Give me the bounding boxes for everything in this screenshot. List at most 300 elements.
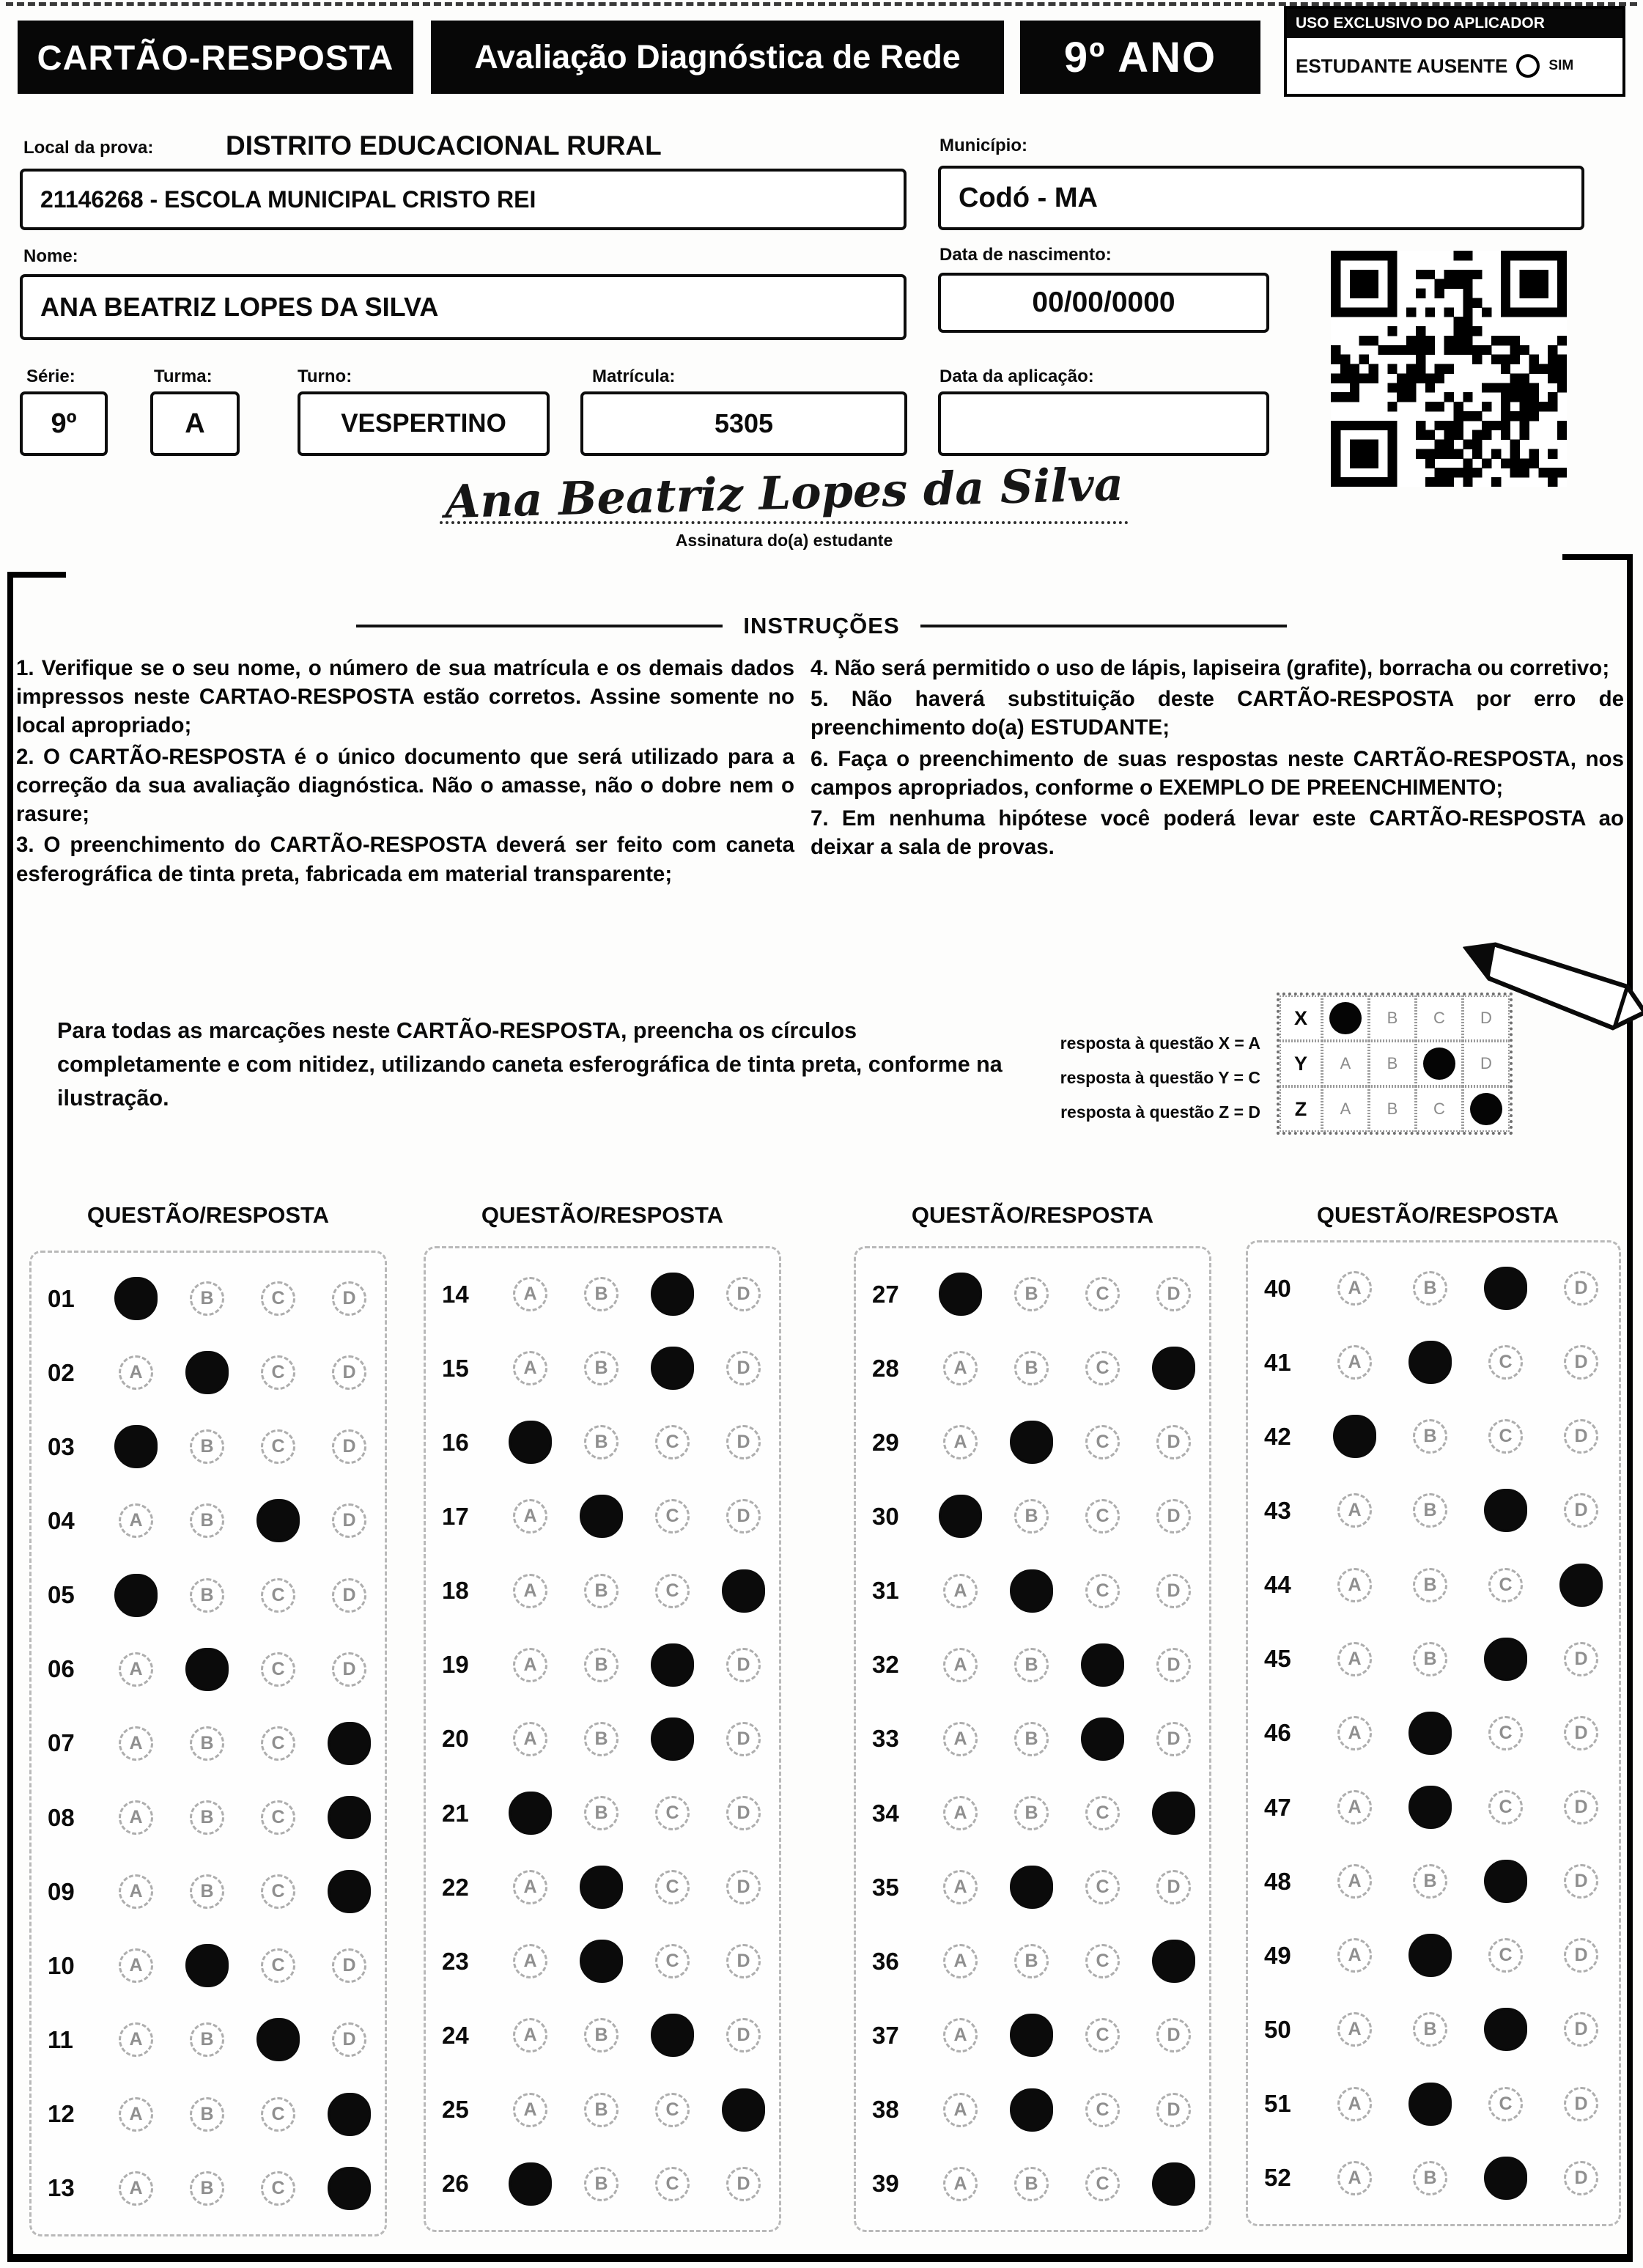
bubble-cell [637,2014,708,2057]
bubble-cell [996,1722,1067,1756]
bubble-q30-B: B [1014,1499,1049,1534]
bubble-q29-D: D [1156,1425,1191,1459]
bubble-q33-C-marked [1081,1717,1124,1761]
bubble-cell [637,1944,708,1978]
bubble-q47-D: D [1564,1790,1598,1825]
bubble-cell [495,1944,566,1978]
bubble-q41-A: A [1337,1345,1372,1380]
bubble-q39-C: C [1085,2167,1120,2201]
qr-code [1331,251,1567,487]
bubble-cell [100,1355,171,1390]
bubble-cell [996,1648,1067,1682]
bubble-q24-C-marked [651,2014,694,2057]
question-row-10 [32,1931,385,2001]
school-field [20,169,907,230]
bubble-cell [637,1425,708,1459]
bubble-cell [1317,1493,1392,1528]
data-nascimento-label: Data de nascimento: [939,245,1112,265]
bubble-q32-C-marked [1081,1643,1124,1687]
example-bubble-D: D [1463,995,1510,1041]
bubble-cell [171,2097,243,2132]
question-number: 18 [442,1577,469,1605]
bubble-cell [1138,2162,1209,2206]
bubble-cell [1468,2008,1543,2051]
bubble-cell [1138,2093,1209,2127]
frame-border-right [1627,554,1633,2258]
bubble-q09-B: B [190,1874,224,1909]
bubble-q16-C: C [655,1425,690,1459]
example-question-id: Y [1280,1041,1322,1086]
bubble-q15-A: A [513,1351,547,1385]
bubble-cell [243,1726,314,1761]
crop-mark-right [1562,554,1633,560]
question-number: 32 [872,1651,899,1679]
bubble-cell [1317,2161,1392,2195]
bubble-cell [1067,1796,1138,1830]
bubble-cell [171,1351,243,1394]
bubble-q35-A: A [943,1870,978,1904]
question-row-40 [1248,1253,1619,1324]
example-bubble-A: A [1322,1041,1369,1086]
bubble-q35-D: D [1156,1870,1191,1904]
question-row-28 [856,1333,1209,1404]
bubble-q40-B: B [1413,1271,1447,1306]
bubble-q50-C-marked [1484,2008,1527,2051]
instructions-left-column [16,654,794,891]
example-answer-label: resposta à questão Z = D [1060,1102,1260,1122]
bubble-cell [100,1652,171,1687]
bubble-cell [100,1503,171,1538]
bubble-q06-A: A [119,1652,153,1687]
question-number: 26 [442,2170,469,2198]
question-number: 04 [48,1506,75,1534]
answers-column-1 [29,1251,387,2236]
question-number: 34 [872,1799,899,1827]
bubble-cell [1392,1271,1468,1306]
question-row-30 [856,1481,1209,1552]
bubble-cell [495,1574,566,1608]
sheet-title: CARTÃO-RESPOSTA [18,21,413,94]
bubble-cell [314,1796,385,1839]
bubble-cell [314,1652,385,1687]
bubble-cell [1543,1419,1619,1454]
bubble-cell [1543,1716,1619,1750]
question-number: 35 [872,1873,899,1901]
question-row-37 [856,2000,1209,2071]
bubble-q44-B: B [1413,1568,1447,1602]
bubble-cell [495,2018,566,2052]
bubble-cell [708,1722,779,1756]
bubble-cell [1317,1271,1392,1306]
bubble-q09-D-marked [328,1870,371,1913]
bubble-q19-B: B [584,1648,619,1682]
bubble-q38-C: C [1085,2093,1120,2127]
bubble-cell [1138,1792,1209,1835]
bubble-q43-A: A [1337,1493,1372,1528]
turno-label: Turno: [298,367,352,386]
bubble-q17-A: A [513,1499,547,1534]
bubble-q18-A: A [513,1574,547,1608]
bubble-q29-A: A [943,1425,978,1459]
question-number: 52 [1264,2164,1291,2192]
bubble-q04-D: D [332,1503,366,1538]
question-row-51 [1248,2069,1619,2139]
bubble-cell [566,1574,637,1608]
bubble-q11-A: A [119,2022,153,2057]
answers-column-header-1: QUESTÃO/RESPOSTA [86,1202,330,1228]
question-row-41 [1248,1328,1619,1398]
bubble-cell [1468,1568,1543,1602]
bubble-cell [1067,2167,1138,2201]
data-aplicacao-field [938,391,1269,456]
question-number: 11 [48,2025,73,2053]
bubble-q46-B-marked [1408,1712,1452,1755]
bubble-cell [100,1425,171,1468]
question-row-35 [856,1852,1209,1923]
bubble-cell [637,1796,708,1830]
bubble-q46-A: A [1337,1716,1372,1750]
question-row-34 [856,1778,1209,1849]
question-number: 33 [872,1725,899,1753]
bubble-q30-A-marked [939,1495,982,1538]
bubble-cell [314,1578,385,1613]
bubble-q39-B: B [1014,2167,1049,2201]
turma-label: Turma: [154,367,213,386]
bubble-q38-D: D [1156,2093,1191,2127]
bubble-cell [1468,1938,1543,1973]
bubble-cell [925,1944,996,1978]
bubble-cell [1392,1712,1468,1755]
question-row-31 [856,1555,1209,1626]
bubble-q13-C: C [261,2171,295,2206]
bubble-cell [1543,2012,1619,2047]
question-row-42 [1248,1402,1619,1472]
bubble-q36-B: B [1014,1944,1049,1978]
question-row-03 [32,1412,385,1482]
bubble-cell [996,1277,1067,1311]
bubble-q45-B: B [1413,1642,1447,1676]
bubble-cell [1067,1351,1138,1385]
question-number: 15 [442,1354,469,1382]
municipio-field [938,166,1584,230]
bubble-q42-C: C [1488,1419,1523,1454]
question-row-52 [1248,2143,1619,2213]
serie-field [20,391,108,456]
bubble-q13-D-marked [328,2167,371,2210]
answers-column-3 [854,1246,1211,2232]
bubble-cell [314,2022,385,2057]
bubble-q05-C: C [261,1578,295,1613]
question-number: 45 [1264,1645,1291,1673]
answers-column-header-2: QUESTÃO/RESPOSTA [481,1202,724,1228]
bubble-cell [1317,1716,1392,1750]
bubble-cell [314,2093,385,2136]
bubble-q33-B: B [1014,1722,1049,1756]
bubble-cell [243,1355,314,1390]
bubble-cell [100,2022,171,2057]
question-row-14 [426,1259,779,1330]
question-number: 03 [48,1432,75,1460]
question-row-12 [32,2079,385,2149]
bubble-q03-C: C [261,1429,295,1464]
question-row-44 [1248,1550,1619,1620]
bubble-cell [495,2093,566,2127]
question-row-45 [1248,1624,1619,1694]
bubble-cell [1468,1419,1543,1454]
question-row-18 [426,1555,779,1626]
bubble-cell [171,1503,243,1538]
nome-value: ANA BEATRIZ LOPES DA SILVA [40,292,439,322]
bubble-cell [1317,1415,1392,1458]
bubble-cell [171,1578,243,1613]
question-row-25 [426,2074,779,2145]
bubble-cell [314,1722,385,1765]
bubble-cell [243,2171,314,2206]
bubble-q31-A: A [943,1574,978,1608]
bubble-q07-A: A [119,1726,153,1761]
bubble-cell [1067,2018,1138,2052]
bubble-q24-B: B [584,2018,619,2052]
local-da-prova-value: DISTRITO EDUCACIONAL RURAL [226,130,662,161]
bubble-q40-A: A [1337,1271,1372,1306]
bubble-q41-C: C [1488,1345,1523,1380]
question-row-11 [32,2005,385,2075]
bubble-cell [314,1948,385,1983]
question-number: 21 [442,1799,469,1827]
question-number: 23 [442,1947,469,1975]
instruction-item: 4. Não será permitido o uso de lápis, lapiseira (grafite), borracha ou corretivo; [811,656,1610,680]
example-question-id: Z [1280,1086,1322,1132]
bubble-q44-A: A [1337,1568,1372,1602]
bubble-cell [495,1351,566,1385]
bubble-cell [1468,1267,1543,1310]
example-bubble-C: C [1416,1086,1463,1132]
bubble-q34-D-marked [1152,1792,1195,1835]
question-number: 28 [872,1354,899,1382]
bubble-cell [243,1800,314,1835]
question-number: 02 [48,1358,75,1386]
example-bubble-B: B [1369,1041,1416,1086]
bubble-q12-B: B [190,2097,224,2132]
bubble-q20-B: B [584,1722,619,1756]
bubble-cell [243,2097,314,2132]
bubble-q11-D: D [332,2022,366,2057]
bubble-q33-A: A [943,1722,978,1756]
bubble-q42-A-marked [1333,1415,1376,1458]
bubble-q44-D-marked [1559,1564,1603,1607]
instruction-item: 7. Em nenhuma hipótese você poderá levar este CARTÃO-RESPOSTA ao deixar a sala de provas. [811,806,1624,860]
question-row-13 [32,2153,385,2223]
question-row-05 [32,1560,385,1630]
bubble-cell [637,1717,708,1761]
bubble-cell [708,1277,779,1311]
bubble-q48-C-marked [1484,1860,1527,1903]
bubble-cell [1543,1345,1619,1380]
bubble-q21-C: C [655,1796,690,1830]
answers-column-header-3: QUESTÃO/RESPOSTA [911,1202,1154,1228]
bubble-cell [637,1574,708,1608]
question-number: 22 [442,1873,469,1901]
bubble-cell [708,1648,779,1682]
bubble-q23-C: C [655,1944,690,1978]
bubble-cell [171,1281,243,1316]
bubble-q16-B: B [584,1425,619,1459]
example-answer-key [1003,1026,1260,1130]
bubble-cell [566,2093,637,2127]
bubble-cell [925,1648,996,1682]
bubble-q23-B-marked [580,1940,623,1983]
bubble-q40-D: D [1564,1271,1598,1306]
answers-column-header-4: QUESTÃO/RESPOSTA [1316,1202,1559,1228]
bubble-q19-D: D [726,1648,761,1682]
bubble-cell [925,1425,996,1459]
bubble-cell [495,2162,566,2206]
bubble-q18-B: B [584,1574,619,1608]
bubble-q31-C: C [1085,1574,1120,1608]
question-number: 13 [48,2174,75,2202]
question-number: 42 [1264,1422,1291,1450]
bubble-cell [1392,1341,1468,1384]
bubble-q21-A-marked [509,1792,552,1835]
question-row-38 [856,2074,1209,2145]
bubble-q04-B: B [190,1503,224,1538]
bubble-q27-B: B [1014,1277,1049,1311]
bubble-cell [925,2018,996,2052]
bubble-cell [996,1421,1067,1464]
bubble-q12-C: C [261,2097,295,2132]
question-number: 16 [442,1428,469,1456]
bubble-q35-B-marked [1010,1866,1053,1909]
bubble-q43-C-marked [1484,1489,1527,1532]
bubble-cell [1468,1345,1543,1380]
question-number: 31 [872,1577,899,1605]
bubble-cell [1543,1493,1619,1528]
example-bubble-D-marked [1463,1086,1510,1132]
bubble-q19-C-marked [651,1643,694,1687]
bubble-cell [566,1425,637,1459]
bubble-q31-B-marked [1010,1569,1053,1613]
bubble-q07-C: C [261,1726,295,1761]
bubble-q39-A: A [943,2167,978,2201]
bubble-cell [1392,1568,1468,1602]
bubble-cell [708,2088,779,2132]
bubble-q04-C-marked [256,1499,300,1542]
bubble-q20-D: D [726,1722,761,1756]
example-row-Y [1280,1041,1510,1086]
bubble-cell [566,1351,637,1385]
bubble-q26-D: D [726,2167,761,2201]
bubble-q02-C: C [261,1355,295,1390]
example-row-X [1280,995,1510,1041]
question-number: 08 [48,1803,75,1831]
bubble-q28-B: B [1014,1351,1049,1385]
matricula-label: Matrícula: [592,367,676,386]
serie-value: 9º [51,408,77,439]
bubble-cell [314,1429,385,1464]
bubble-q37-A: A [943,2018,978,2052]
bubble-cell [925,2167,996,2201]
bubble-q06-C: C [261,1652,295,1687]
question-row-19 [426,1630,779,1700]
estudante-ausente-bubble [1516,54,1540,78]
question-number: 36 [872,1947,899,1975]
bubble-q08-B: B [190,1800,224,1835]
question-row-22 [426,1852,779,1923]
question-number: 09 [48,1877,75,1905]
bubble-cell [314,1503,385,1538]
bubble-cell [1392,1419,1468,1454]
bubble-q32-A: A [943,1648,978,1682]
question-number: 46 [1264,1719,1291,1747]
turma-field [150,391,240,456]
bubble-q34-A: A [943,1796,978,1830]
bubble-cell [1317,2012,1392,2047]
bubble-cell [996,1866,1067,1909]
instruction-item: 6. Faça o preenchimento de suas respostas neste CARTÃO-RESPOSTA, nos campos apropriados, conforme o EXEMPLO DE PREENCHIMENTO; [811,746,1624,800]
bubble-cell [171,1429,243,1464]
bubble-q25-B: B [584,2093,619,2127]
bubble-cell [996,1944,1067,1978]
bubble-q17-C: C [655,1499,690,1534]
question-number: 44 [1264,1571,1291,1599]
bubble-cell [996,1569,1067,1613]
question-number: 19 [442,1651,469,1679]
bubble-q35-C: C [1085,1870,1120,1904]
bubble-q01-A-marked [114,1277,158,1320]
bubble-q26-A-marked [509,2162,552,2206]
bubble-q01-B: B [190,1281,224,1316]
bubble-cell [171,1874,243,1909]
question-row-29 [856,1407,1209,1478]
bubble-cell [1067,1643,1138,1687]
question-number: 48 [1264,1867,1291,1895]
bubble-q47-B-marked [1408,1786,1452,1829]
bubble-q11-B: B [190,2022,224,2057]
bubble-cell [171,2022,243,2057]
bubble-q30-C: C [1085,1499,1120,1534]
bubble-q16-D: D [726,1425,761,1459]
question-row-33 [856,1704,1209,1774]
instructions-right-column [811,654,1624,864]
turno-field [298,391,550,456]
bubble-cell [925,1722,996,1756]
bubble-cell [1067,1944,1138,1978]
bubble-cell [1138,1940,1209,1983]
example-bubble-A: A [1322,1086,1369,1132]
bubble-cell [100,1800,171,1835]
question-row-07 [32,1708,385,1778]
bubble-q51-C: C [1488,2087,1523,2121]
question-number: 06 [48,1655,75,1683]
bubble-cell [566,1277,637,1311]
bubble-q50-A: A [1337,2012,1372,2047]
instructions-title-text: INSTRUÇÕES [743,613,900,638]
question-number: 37 [872,2021,899,2049]
bubble-q48-D: D [1564,1864,1598,1899]
bubble-q40-C-marked [1484,1267,1527,1310]
question-row-23 [426,1926,779,1997]
aplicador-box-title: USO EXCLUSIVO DO APLICADOR [1287,9,1622,38]
bubble-cell [996,1796,1067,1830]
bubble-cell [495,1648,566,1682]
bubble-cell [566,1796,637,1830]
bubble-cell [495,1722,566,1756]
question-row-24 [426,2000,779,2071]
bubble-q52-A: A [1337,2161,1372,2195]
bubble-cell [637,2093,708,2127]
bubble-q13-A: A [119,2171,153,2206]
bubble-q34-B: B [1014,1796,1049,1830]
